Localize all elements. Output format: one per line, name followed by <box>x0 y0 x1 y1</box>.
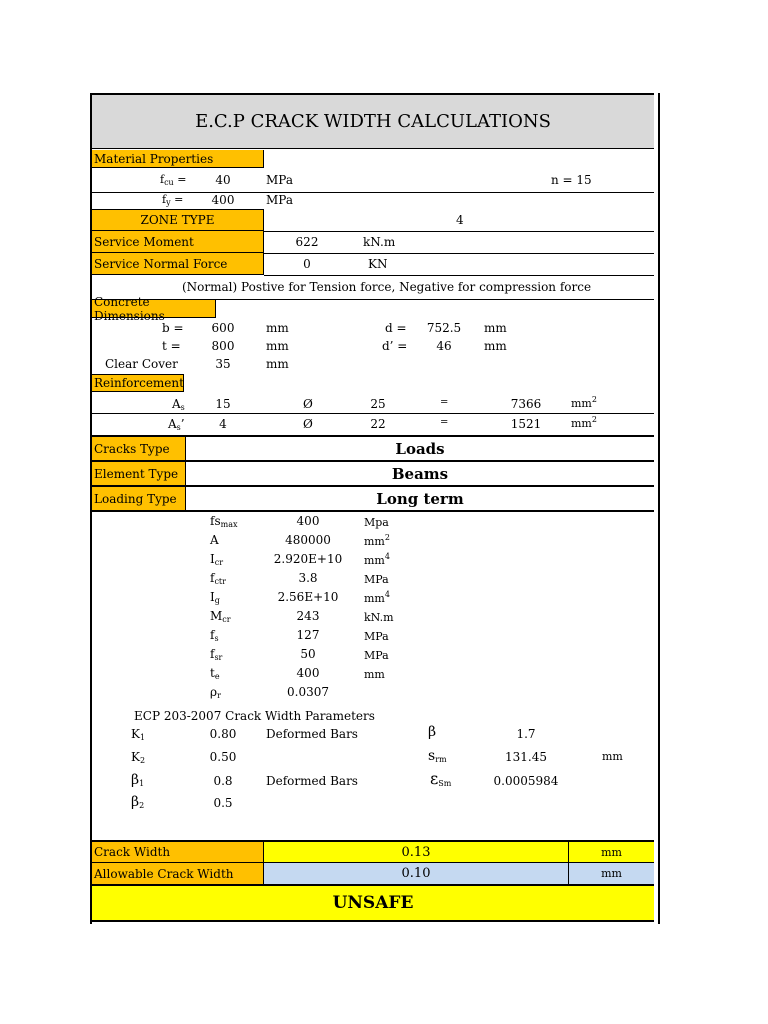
service-normal-force-label: Service Normal Force <box>92 253 264 275</box>
calc-symbol: $I_{cr}$ <box>210 552 224 567</box>
d-prime-label: d’ = <box>382 339 408 353</box>
beta1-value: 0.8 <box>213 774 233 788</box>
calc-value: 0.0307 <box>287 685 329 699</box>
beta2-value: 0.5 <box>213 796 233 810</box>
calc-symbol: $M_{cr}$ <box>210 609 231 624</box>
as-phi: Ø <box>303 397 313 411</box>
sign-note: (Normal) Postive for Tension force, Negative for compression force <box>182 280 592 294</box>
k2-value: 0.50 <box>209 750 237 764</box>
crack-width-label: Crack Width <box>92 842 264 862</box>
as-prime-dia: 22 <box>370 417 386 431</box>
b-unit: mm <box>266 321 289 335</box>
service-normal-force-unit: KN <box>368 257 388 271</box>
fy-value: 400 <box>211 193 235 207</box>
calculation-results <box>92 513 654 703</box>
calc-unit: mm <box>364 668 385 681</box>
d-unit: mm <box>484 321 507 335</box>
calc-unit: $mm^4$ <box>364 552 390 567</box>
service-moment-unit: kN.m <box>363 235 396 249</box>
as-label: $A_s$ <box>172 397 185 412</box>
cracks-type-label: Cracks Type <box>92 437 186 460</box>
as-prime-count: 4 <box>219 417 227 431</box>
as-prime-unit: $mm^2$ <box>571 415 597 430</box>
t-label: t = <box>162 339 181 353</box>
zone-type-label: ZONE TYPE <box>92 209 264 231</box>
params-header: ECP 203-2007 Crack Width Parameters <box>134 709 375 723</box>
service-normal-force-value: 0 <box>303 257 311 271</box>
d-label: d = <box>385 321 407 335</box>
page-title: E.C.P CRACK WIDTH CALCULATIONS <box>195 111 551 132</box>
as-prime-area: 1521 <box>510 417 542 431</box>
element-type-value: Beams <box>391 464 449 483</box>
as-area: 7366 <box>510 397 542 411</box>
beta1-note: Deformed Bars <box>266 774 358 788</box>
cracks-type-value: Loads <box>395 439 445 458</box>
calc-symbol: $fs_{max}$ <box>210 514 238 529</box>
crack-width-unit: mm <box>569 842 654 862</box>
beta2-label: $\beta_2$ <box>131 794 145 810</box>
as-dia: 25 <box>370 397 386 411</box>
cover-unit: mm <box>266 357 289 371</box>
srm-value: 131.45 <box>505 750 547 764</box>
service-moment-value: 622 <box>295 235 319 249</box>
cover-value: 35 <box>215 357 231 371</box>
d-prime-unit: mm <box>484 339 507 353</box>
k1-value: 0.80 <box>209 727 237 741</box>
fy-unit: MPa <box>266 193 293 207</box>
as-prime-eq: = <box>440 417 449 428</box>
calc-symbol: $\rho_r$ <box>210 685 221 700</box>
calc-unit: kN.m <box>364 611 394 624</box>
as-eq: = <box>440 397 449 408</box>
calc-unit: Mpa <box>364 516 389 529</box>
calculation-sheet <box>90 93 660 924</box>
esm-label: $\varepsilon_{Sm}$ <box>430 769 452 788</box>
calc-value: 50 <box>300 647 316 661</box>
calc-symbol: $f_{sr}$ <box>210 647 223 662</box>
calc-unit: MPa <box>364 630 389 643</box>
crack-width-value: 0.13 <box>264 842 569 862</box>
calc-symbol: $t_e$ <box>210 666 220 681</box>
calc-symbol: A <box>210 533 219 547</box>
b-value: 600 <box>211 321 235 335</box>
calc-value: 243 <box>296 609 320 623</box>
calc-value: 480000 <box>285 533 331 547</box>
allowable-crack-width-unit: mm <box>569 863 654 884</box>
calc-value: 2.920E+10 <box>273 552 343 566</box>
calc-symbol: $I_g$ <box>210 590 220 605</box>
t-unit: mm <box>266 339 289 353</box>
title-bar <box>92 93 654 149</box>
calc-value: 2.56E+10 <box>277 590 339 604</box>
calc-symbol: $f_{ctr}$ <box>210 571 226 586</box>
calc-value: 3.8 <box>298 571 318 585</box>
d-value: 752.5 <box>426 321 462 335</box>
calc-value: 400 <box>296 666 320 680</box>
srm-unit: mm <box>602 750 623 763</box>
beta-value: 1.7 <box>516 727 536 741</box>
beta1-label: $\beta_1$ <box>131 772 145 788</box>
allowable-crack-width-label: Allowable Crack Width <box>92 863 264 884</box>
material-header: Material Properties <box>92 150 264 168</box>
calc-unit: $mm^4$ <box>364 590 390 605</box>
fcu-label: $f_{cu}$ = <box>160 173 187 187</box>
srm-label: $s_{rm}$ <box>428 748 447 764</box>
calc-value: 400 <box>296 514 320 528</box>
d-prime-value: 46 <box>436 339 452 353</box>
fcu-unit: MPa <box>266 173 293 187</box>
cover-label: Clear Cover <box>105 357 178 371</box>
fy-label: $f_y$ = <box>162 193 184 207</box>
allowable-crack-width-value: 0.10 <box>264 863 569 884</box>
calc-symbol: $f_s$ <box>210 628 219 643</box>
k1-label: $K_1$ <box>131 727 146 742</box>
calc-unit: MPa <box>364 649 389 662</box>
reinforcement-header: Reinforcement <box>94 376 184 390</box>
calc-value: 127 <box>296 628 320 642</box>
beta-label: β <box>428 724 437 740</box>
as-prime-phi: Ø <box>303 417 313 431</box>
n-value: n = 15 <box>551 173 592 187</box>
loading-type-label: Loading Type <box>92 487 186 510</box>
concrete-header: Concrete Dimensions <box>92 300 216 318</box>
as-prime-label: $A_s$’ <box>168 417 185 432</box>
loading-type-value: Long term <box>376 489 464 508</box>
as-unit: $mm^2$ <box>571 395 597 410</box>
as-count: 15 <box>215 397 231 411</box>
calc-unit: $mm^2$ <box>364 533 390 548</box>
t-value: 800 <box>211 339 235 353</box>
result-status-banner: UNSAFE <box>92 886 654 922</box>
b-label: b = <box>162 321 184 335</box>
calc-unit: MPa <box>364 573 389 586</box>
service-moment-label: Service Moment <box>92 231 264 253</box>
k1-note: Deformed Bars <box>266 727 358 741</box>
element-type-label: Element Type <box>92 462 186 485</box>
esm-value: 0.0005984 <box>493 774 559 788</box>
k2-label: $K_2$ <box>131 750 146 765</box>
zone-type-value: 4 <box>456 213 464 227</box>
fcu-value: 40 <box>215 173 231 187</box>
